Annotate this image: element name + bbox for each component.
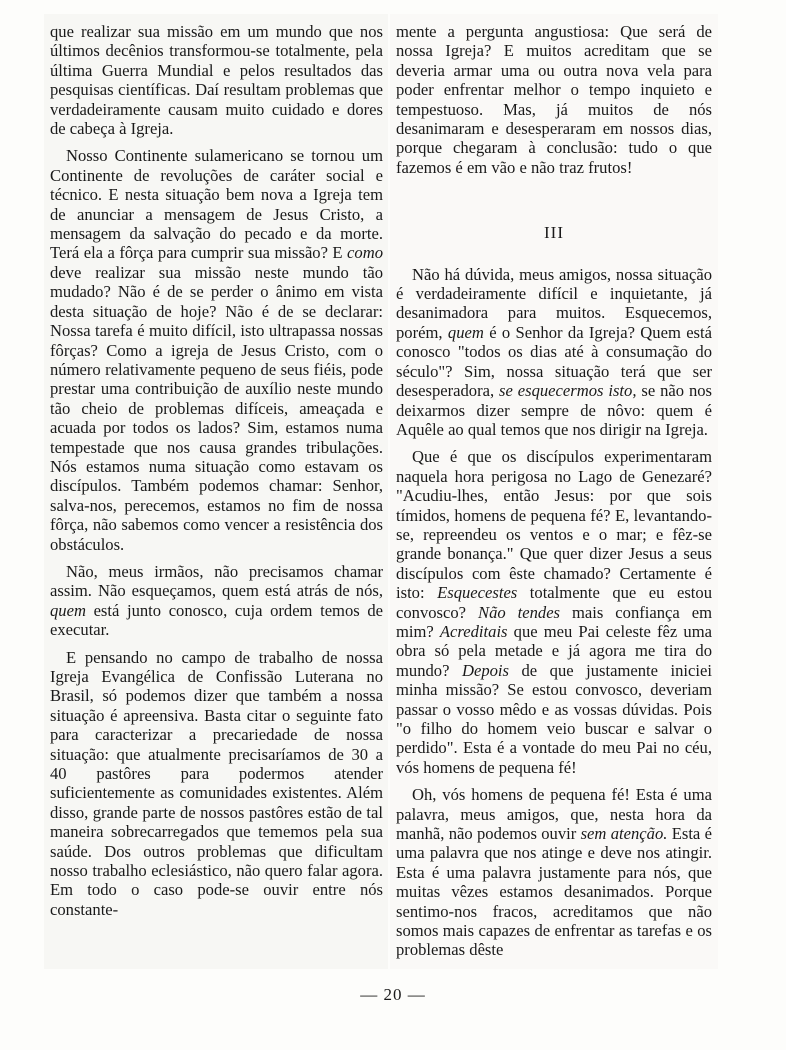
section-heading: III [544,223,564,243]
paragraph: Não há dúvida, meus amigos, nossa situação é verdadeiramente difícil e inquietante, já desanimadora para muitos. Esquecemos, porém, quem é o Senhor da Igreja? Quem está conosco "todos os dias até à consumação do século"? Sim, nossa situação terá que ser desesperadora, se esquecermos isto, se não nos deixarmos dizer sempre de nôvo: quem é Aquêle ao qual temos que nos dirigir na Igreja. [396,264,713,439]
paragraph: E pensando no campo de trabalho de nossa Igreja Evangélica de Confissão Luterana no Brasil, só podemos dizer que também a nossa situação é apreensiva. Basta citar o seguinte fato para caracterizar a precariedade de nossa situação: que atualmente precisaríamos de 30 a 40 pastôres para podermos atender suficientemente as comunidades existentes. Além disso, grande parte de nossos pastôres estão de tal maneira sobrecarregados que tememos pela sua saúde. Dos outros problemas que dificultam nosso trabalho eclesiástico, não quero falar agora. Em todo o caso pode-se ouvir entre nós constante- [50,647,383,919]
left-column [50,22,383,927]
paragraph: Oh, vós homens de pequena fé! Esta é uma palavra, meus amigos, que, nesta hora da manhã, não podemos ouvir sem atenção. Esta é uma palavra que nos atinge e deve nos atingir. Esta é uma palavra justamente para nós, que muitas vêzes estamos desanimados. Porque sentimo-nos fracos, acreditamos que não somos mais capazes de enfrentar as tarefas e os problemas dêste [396,785,712,960]
paragraph: mente a pergunta angustiosa: Que será de nossa Igreja? E muitos acreditam que se deveria armar uma ou outra nova vela para poder enfrentar melhor o tempo inquieto e tempestuoso. Mas, já muitos de nós desanimaram e desesperaram em nossos dias, porque chegaram à conclusão: tudo o que fazemos é em vão e não traz frutos! [396,22,712,177]
right-column [396,22,712,968]
paragraph: Nosso Continente sulamericano se tornou um Continente de revoluções de caráter social e técnico. E nesta situação bem nova a Igreja tem de anunciar a mensagem de Jesus Cristo, a mensagem da salvação do pecado e da morte. Terá ela a fôrça para cumprir sua missão? E como deve realizar sua missão neste mundo tão mudado? Não é de se perder o ânimo em vista desta situação de hoje? Não é de se declarar: Nossa tarefa é muito difícil, isto ultrapassa nossas fôrças? Como a igreja de Jesus Cristo, com o número relativamente pequeno de seus fiéis, pode prestar uma contribuição de auxílio neste mundo tão cheio de problemas difíceis, ameaçada e acuada por todos os lados? Sim, estamos numa tempestade que nos causa grandes tribulações. Nós estamos numa situação como estavam os discípulos. Também podemos chamar: Senhor, salva-nos, perecemos, estamos no fim de nossa fôrça, não sabemos como vencer a resistência dos obstáculos. [50,146,383,554]
paragraph: Que é que os discípulos experimentaram naquela hora perigosa no Lago de Genezaré? "Acudiu-lhes, então Jesus: por que sois tímidos, homens de pequena fé? E, levantando-se, repreendeu os ventos e o mar; e fêz-se grande bonança." Que quer dizer Jesus a seus discípulos com êste chamado? Certamente é isto: Esquecestes totalmente que eu estou convosco? Não tendes mais confiança em mim? Acreditais que meu Pai celeste fêz uma obra só pela metade e já agora me tira do mundo? Depois de que justamente iniciei minha missão? Se estou convosco, deveriam passar o vosso mêdo e as vossas dúvidas. Pois "o filho do homem veio buscar e salvar o perdido". Esta é a vontade do meu Pai no céu, vós homens de pequena fé! [396,447,712,777]
paragraph: Não, meus irmãos, não precisamos chamar assim. Não esqueçamos, quem está atrás de nós, quem está junto conosco, cuja ordem temos de executar. [50,561,383,640]
paragraph: que realizar sua missão em um mundo que nos últimos decênios transformou-se totalmente, pela última Guerra Mundial e pelos resultados das pesquisas científicas. Daí resultam problemas que verdadeiramente causam muito cuidado e dores de cabeça à Igreja. [50,22,383,139]
page-number: — 20 — [360,985,426,1004]
